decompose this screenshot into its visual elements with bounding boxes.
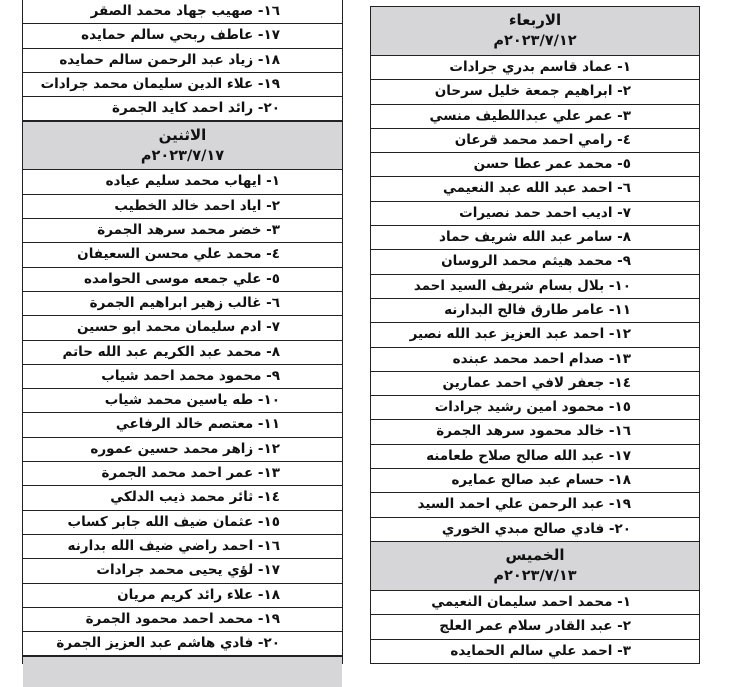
- list-item: ٢- اياد احمد خالد الخطيب: [23, 195, 342, 219]
- list-item: ١٨- حسام عبد صالح عمايره: [371, 469, 699, 493]
- list-item: ٩- محمد هيثم محمد الروسان: [371, 250, 699, 274]
- day-date: ٢٠٢٣/٧/١٣م: [493, 567, 577, 584]
- list-item: ٢٠- فادي هاشم عبد العزيز الجمرة: [23, 632, 342, 656]
- list-item: ١٥- محمود امين رشيد جرادات: [371, 396, 699, 420]
- list-item: ٦- احمد عبد الله عبد النعيمي: [371, 177, 699, 201]
- list-item: ٨- محمد عبد الكريم عبد الله حاتم: [23, 341, 342, 365]
- list-item: ١٣- عمر احمد محمد الجمرة: [23, 462, 342, 486]
- list-item: ٤- محمد علي محسن السعيفان: [23, 243, 342, 267]
- monday-header: [23, 121, 342, 170]
- list-item: ٥- محمد عمر عطا حسن: [371, 153, 699, 177]
- list-item: ٧- ادم سليمان محمد ابو حسين: [23, 316, 342, 340]
- list-item: ٢- عبد القادر سلام عمر العلج: [371, 615, 699, 639]
- list-item: ١٦- خالد محمود سرهد الجمرة: [371, 420, 699, 444]
- list-item: ١- ايهاب محمد سليم عياده: [23, 170, 342, 194]
- list-item: ١٨- زياد عبد الرحمن سالم حمايده: [23, 49, 342, 73]
- list-item: ١٨- علاء رائد كريم مريان: [23, 584, 342, 608]
- list-item: ٩- محمود محمد احمد شياب: [23, 365, 342, 389]
- list-item: ١٦- احمد راضي ضيف الله بدارنه: [23, 535, 342, 559]
- day-title: الاثنين: [158, 126, 207, 145]
- list-item: ١٩- محمد احمد محمود الجمرة: [23, 608, 342, 632]
- thursday-header: [371, 542, 699, 591]
- list-item: ١٧- عاطف ربحي سالم حمايده: [23, 24, 342, 48]
- list-item: ١- عماد قاسم بدري جرادات: [371, 56, 699, 80]
- right-column: [370, 6, 700, 664]
- list-item: ١١- عامر طارق فالح البدارنه: [371, 299, 699, 323]
- day-title: الخميس: [505, 545, 565, 564]
- list-item: ٢- ابراهيم جمعة خليل سرحان: [371, 80, 699, 104]
- list-item: ٣- خضر محمد سرهد الجمرة: [23, 219, 342, 243]
- list-item: ١٥- عثمان ضيف الله جابر كساب: [23, 511, 342, 535]
- left-column: [22, 0, 343, 664]
- day-date: ٢٠٢٣/٧/١٢م: [493, 33, 577, 49]
- list-item: ٢٠- رائد احمد كايد الجمرة: [23, 97, 342, 121]
- list-item: ١٦- صهيب جهاد محمد الصقر: [23, 0, 342, 24]
- list-item: ١٧- لؤي يحيى محمد جرادات: [23, 559, 342, 583]
- list-item: ١٣- صدام احمد محمد عبنده: [371, 348, 699, 372]
- list-item: ٤- رامي احمد محمد قرعان: [371, 129, 699, 153]
- list-item: ١٢- زاهر محمد حسين عموره: [23, 438, 342, 462]
- list-item: ٢٠- فادي صالح مبدي الخوري: [371, 518, 699, 542]
- list-item: ٣- احمد علي سالم الحمايده: [371, 640, 699, 664]
- list-item: ١٠- طه ياسين محمد شياب: [23, 389, 342, 413]
- list-item: ٣- عمر علي عبداللطيف منسي: [371, 105, 699, 129]
- list-item: ٨- سامر عبد الله شريف حماد: [371, 226, 699, 250]
- next-day-header-stub: [23, 656, 342, 687]
- list-item: ١٤- ثائر محمد ذيب الدلكي: [23, 486, 342, 510]
- list-item: ١٩- عبد الرحمن علي احمد السيد: [371, 493, 699, 517]
- day-title: الاربعاء: [508, 11, 562, 29]
- list-item: ٦- غالب زهير ابراهيم الجمرة: [23, 292, 342, 316]
- list-item: ١٤- جعفر لافي احمد عمارين: [371, 372, 699, 396]
- list-item: ٥- علي جمعه موسى الحوامده: [23, 268, 342, 292]
- wednesday-header: [371, 7, 699, 56]
- list-item: ١٠- بلال بسام شريف السيد احمد: [371, 275, 699, 299]
- list-item: ٧- اديب احمد حمد نصيرات: [371, 202, 699, 226]
- list-item: ١- محمد احمد سليمان النعيمي: [371, 591, 699, 615]
- list-item: ١٩- علاء الدين سليمان محمد جرادات: [23, 73, 342, 97]
- list-item: ١٧- عبد الله صالح صلاح طعامنه: [371, 445, 699, 469]
- list-item: ١٢- احمد عبد العزيز عبد الله نصير: [371, 323, 699, 347]
- list-item: ١١- معتصم خالد الرفاعي: [23, 413, 342, 437]
- day-date: ٢٠٢٣/٧/١٧م: [140, 148, 225, 165]
